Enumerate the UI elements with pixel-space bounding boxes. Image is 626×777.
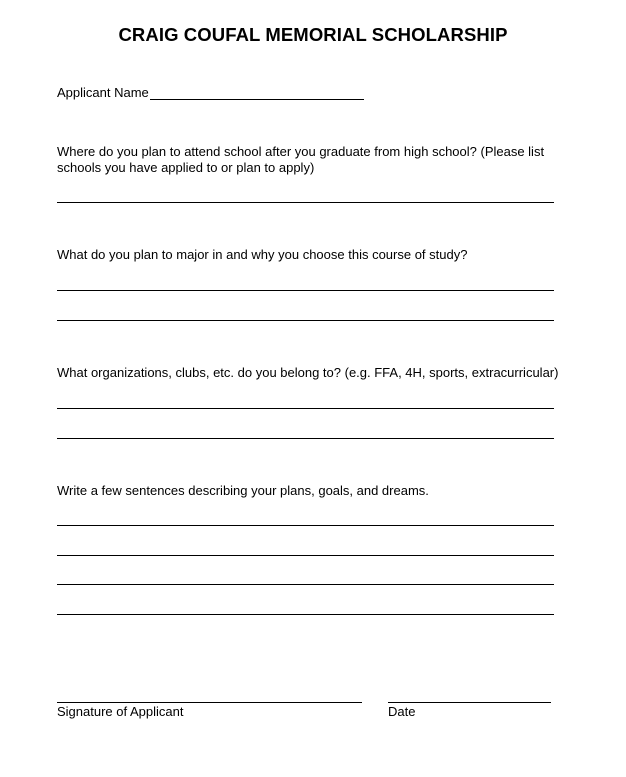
answer-2-line-2[interactable] — [57, 320, 554, 321]
applicant-name-label: Applicant Name — [57, 85, 149, 100]
signature-label: Signature of Applicant — [57, 704, 184, 719]
date-field[interactable] — [388, 702, 551, 703]
answer-3-line-1[interactable] — [57, 408, 554, 409]
answer-4-line-4[interactable] — [57, 614, 554, 615]
question-1-line-2: schools you have applied to or plan to apply) — [57, 160, 315, 175]
date-label: Date — [388, 704, 416, 719]
answer-1-line-1[interactable] — [57, 202, 554, 203]
signature-field[interactable] — [57, 702, 362, 703]
form-title: CRAIG COUFAL MEMORIAL SCHOLARSHIP — [118, 24, 508, 45]
question-4: Write a few sentences describing your plans, goals, and dreams. — [57, 483, 429, 498]
question-2: What do you plan to major in and why you choose this course of study? — [57, 247, 468, 262]
answer-4-line-3[interactable] — [57, 584, 554, 585]
answer-4-line-2[interactable] — [57, 555, 554, 556]
answer-4-line-1[interactable] — [57, 525, 554, 526]
question-3: What organizations, clubs, etc. do you belong to? (e.g. FFA, 4H, sports, extracurricular) — [57, 365, 559, 380]
question-1-line-1: Where do you plan to attend school after you graduate from high school? (Please list — [57, 144, 545, 159]
answer-3-line-2[interactable] — [57, 438, 554, 439]
answer-2-line-1[interactable] — [57, 290, 554, 291]
applicant-name-field[interactable] — [150, 99, 364, 100]
